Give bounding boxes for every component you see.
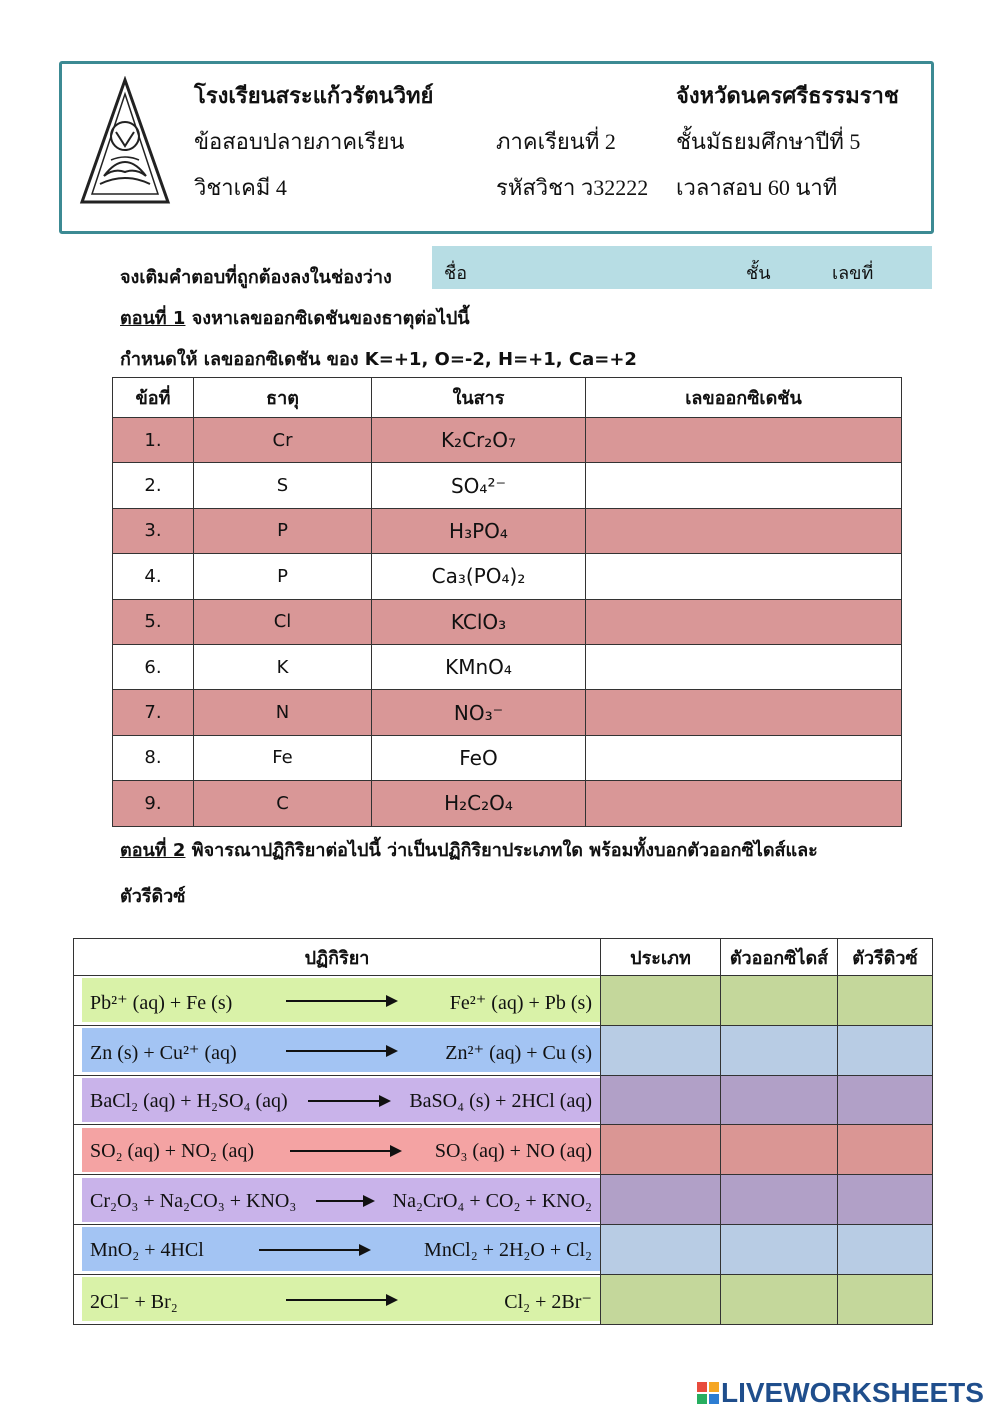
table-row [113, 554, 902, 599]
reaction-arrow-icon [286, 1050, 396, 1052]
column-header: ในสาร [372, 378, 586, 418]
element: S [194, 463, 372, 508]
answer-input[interactable] [586, 781, 902, 826]
row-number: 8. [113, 735, 194, 780]
reaction-arrow-icon [286, 1299, 396, 1301]
reactants: Zn (s) + Cu²⁺ (aq) [90, 1042, 237, 1065]
table-row [113, 599, 902, 644]
compound: H₂C₂O₄ [372, 781, 586, 826]
reaction-cell [74, 976, 601, 1026]
table-row [74, 1075, 933, 1125]
element: N [194, 690, 372, 735]
reducer-answer-input[interactable] [838, 1075, 933, 1125]
compound: H₃PO₄ [372, 508, 586, 553]
reaction-arrow-icon [259, 1249, 369, 1251]
element: Fe [194, 735, 372, 780]
answer-input[interactable] [586, 735, 902, 780]
given-values: กำหนดให้ เลขออกซิเดชัน ของ K=+1, O=-2, H=+1, Ca=+2 [120, 349, 637, 370]
row-number: 9. [113, 781, 194, 826]
table-row [74, 1175, 933, 1225]
part1-label: ตอนที่ 1 [120, 308, 186, 329]
instruction: จงเติมคำตอบที่ถูกต้องลงในช่องว่าง [120, 267, 392, 288]
reaction-cell [74, 1075, 601, 1125]
column-header: เลขออกซิเดชัน [586, 378, 902, 418]
province: จังหวัดนครศรีธรรมราช [676, 83, 899, 108]
number-label: เลขที่ [832, 263, 874, 284]
reactants: SO₂ (aq) + NO₂ (aq) [90, 1139, 255, 1162]
reducer-answer-input[interactable] [838, 976, 933, 1026]
reaction-equation [82, 1128, 600, 1172]
oxidizer-answer-input[interactable] [721, 976, 838, 1026]
oxidizer-answer-input[interactable] [721, 1075, 838, 1125]
reaction-equation [82, 1028, 600, 1072]
reaction-arrow-icon [316, 1200, 373, 1202]
reducer-answer-input[interactable] [838, 1025, 933, 1075]
reducer-answer-input[interactable] [838, 1175, 933, 1225]
products: SO₃ (aq) + NO (aq) [434, 1139, 592, 1162]
answer-input[interactable] [586, 690, 902, 735]
exam-title: ข้อสอบปลายภาคเรียน [194, 129, 405, 154]
reducer-answer-input[interactable] [838, 1125, 933, 1175]
type-answer-input[interactable] [601, 1224, 721, 1274]
header-box [59, 61, 934, 234]
element: P [194, 554, 372, 599]
element: Cl [194, 599, 372, 644]
reaction-cell [74, 1224, 601, 1274]
table-row [74, 976, 933, 1026]
name-bar[interactable] [432, 246, 932, 289]
compound: SO₄²⁻ [372, 463, 586, 508]
grade-level: ชั้นมัธยมศึกษาปีที่ 5 [676, 129, 861, 154]
products: Fe²⁺ (aq) + Pb (s) [449, 992, 592, 1015]
reaction-equation [82, 1227, 600, 1271]
column-header: ข้อที่ [113, 378, 194, 418]
products: BaSO₄ (s) + 2HCl (aq) [409, 1089, 592, 1112]
compound: KClO₃ [372, 599, 586, 644]
reducer-answer-input[interactable] [838, 1224, 933, 1274]
type-answer-input[interactable] [601, 1175, 721, 1225]
part2-label: ตอนที่ 2 [120, 840, 186, 861]
oxidizer-answer-input[interactable] [721, 1224, 838, 1274]
part2-text: พิจารณาปฏิกิริยาต่อไปนี้ ว่าเป็นปฏิกิริยาประเภทใด พร้อมทั้งบอกตัวออกซิไดส์และ [185, 840, 818, 861]
row-number: 4. [113, 554, 194, 599]
reaction-arrow-icon [308, 1100, 389, 1102]
school-emblem-icon [76, 76, 174, 208]
column-header: ประเภท [601, 939, 721, 976]
part2-title [120, 835, 818, 864]
liveworksheets-logo[interactable] [697, 1377, 984, 1409]
table-row [113, 690, 902, 735]
answer-input[interactable] [586, 463, 902, 508]
table-header-row [113, 378, 902, 418]
reaction-cell [74, 1274, 601, 1324]
name-label: ชื่อ [444, 263, 468, 284]
element: K [194, 644, 372, 689]
liveworksheets-badge-icon [697, 1382, 719, 1404]
answer-input[interactable] [586, 599, 902, 644]
compound: FeO [372, 735, 586, 780]
row-number: 2. [113, 463, 194, 508]
row-number: 7. [113, 690, 194, 735]
exam-time: เวลาสอบ 60 นาที [676, 175, 838, 200]
reaction-equation [82, 1078, 600, 1122]
reaction-equation [82, 978, 600, 1022]
element: Cr [194, 418, 372, 463]
part2-title-cont: ตัวรีดิวซ์ [120, 886, 186, 907]
reaction-arrow-icon [290, 1150, 400, 1152]
products: MnCl₂ + 2H₂O + Cl₂ [424, 1239, 592, 1262]
column-header: ตัวรีดิวซ์ [838, 939, 933, 976]
subject-code: รหัสวิชา ว32222 [496, 175, 649, 200]
table-row [74, 1224, 933, 1274]
column-header: ธาตุ [194, 378, 372, 418]
table-row [113, 735, 902, 780]
table-row [113, 644, 902, 689]
element: C [194, 781, 372, 826]
oxidizer-answer-input[interactable] [721, 1274, 838, 1324]
compound: NO₃⁻ [372, 690, 586, 735]
liveworksheets-brand: LIVEWORKSHEETS [721, 1377, 984, 1408]
table-row [113, 463, 902, 508]
semester: ภาคเรียนที่ 2 [496, 129, 616, 154]
element: P [194, 508, 372, 553]
row-number: 1. [113, 418, 194, 463]
column-header: ตัวออกซิไดส์ [721, 939, 838, 976]
column-header: ปฏิกิริยา [74, 939, 601, 976]
compound: K₂Cr₂O₇ [372, 418, 586, 463]
type-answer-input[interactable] [601, 976, 721, 1026]
table-row [74, 1274, 933, 1324]
row-number: 6. [113, 644, 194, 689]
reaction-cell [74, 1125, 601, 1175]
answer-input[interactable] [586, 644, 902, 689]
row-number: 3. [113, 508, 194, 553]
reactants: Pb²⁺ (aq) + Fe (s) [90, 992, 233, 1015]
type-answer-input[interactable] [601, 1125, 721, 1175]
type-answer-input[interactable] [601, 1274, 721, 1324]
oxidation-number-table [112, 377, 902, 827]
subject: วิชาเคมี 4 [194, 175, 287, 200]
row-number: 5. [113, 599, 194, 644]
products: Na₂CrO₄ + CO₂ + KNO₂ [392, 1189, 592, 1212]
reaction-table [73, 938, 933, 1325]
compound: KMnO₄ [372, 644, 586, 689]
table-row [113, 508, 902, 553]
reactants: Cr₂O₃ + Na₂CO₃ + KNO₃ [90, 1189, 297, 1212]
compound: Ca₃(PO₄)₂ [372, 554, 586, 599]
oxidizer-answer-input[interactable] [721, 1175, 838, 1225]
products: Zn²⁺ (aq) + Cu (s) [445, 1042, 592, 1065]
products: Cl₂ + 2Br⁻ [504, 1291, 592, 1314]
part1-title [120, 303, 470, 332]
reaction-equation [82, 1277, 600, 1321]
table-row [74, 1125, 933, 1175]
reactants: MnO₂ + 4HCl [90, 1239, 204, 1262]
reaction-cell [74, 1175, 601, 1225]
table-header-row [74, 939, 933, 976]
type-answer-input[interactable] [601, 1075, 721, 1125]
table-row [113, 781, 902, 826]
reaction-equation [82, 1178, 600, 1222]
type-answer-input[interactable] [601, 1025, 721, 1075]
answer-input[interactable] [586, 418, 902, 463]
table-row [113, 418, 902, 463]
oxidizer-answer-input[interactable] [721, 1125, 838, 1175]
class-label: ชั้น [746, 263, 771, 284]
reactants: 2Cl⁻ + Br₂ [90, 1291, 178, 1314]
answer-input[interactable] [586, 508, 902, 553]
reaction-cell [74, 1025, 601, 1075]
reactants: BaCl₂ (aq) + H₂SO₄ (aq) [90, 1089, 288, 1112]
part1-text: จงหาเลขออกซิเดชันของธาตุต่อไปนี้ [185, 308, 470, 329]
oxidizer-answer-input[interactable] [721, 1025, 838, 1075]
answer-input[interactable] [586, 554, 902, 599]
reaction-arrow-icon [286, 1000, 396, 1002]
table-row [74, 1025, 933, 1075]
reducer-answer-input[interactable] [838, 1274, 933, 1324]
school-name: โรงเรียนสระแก้วรัตนวิทย์ [194, 83, 434, 108]
